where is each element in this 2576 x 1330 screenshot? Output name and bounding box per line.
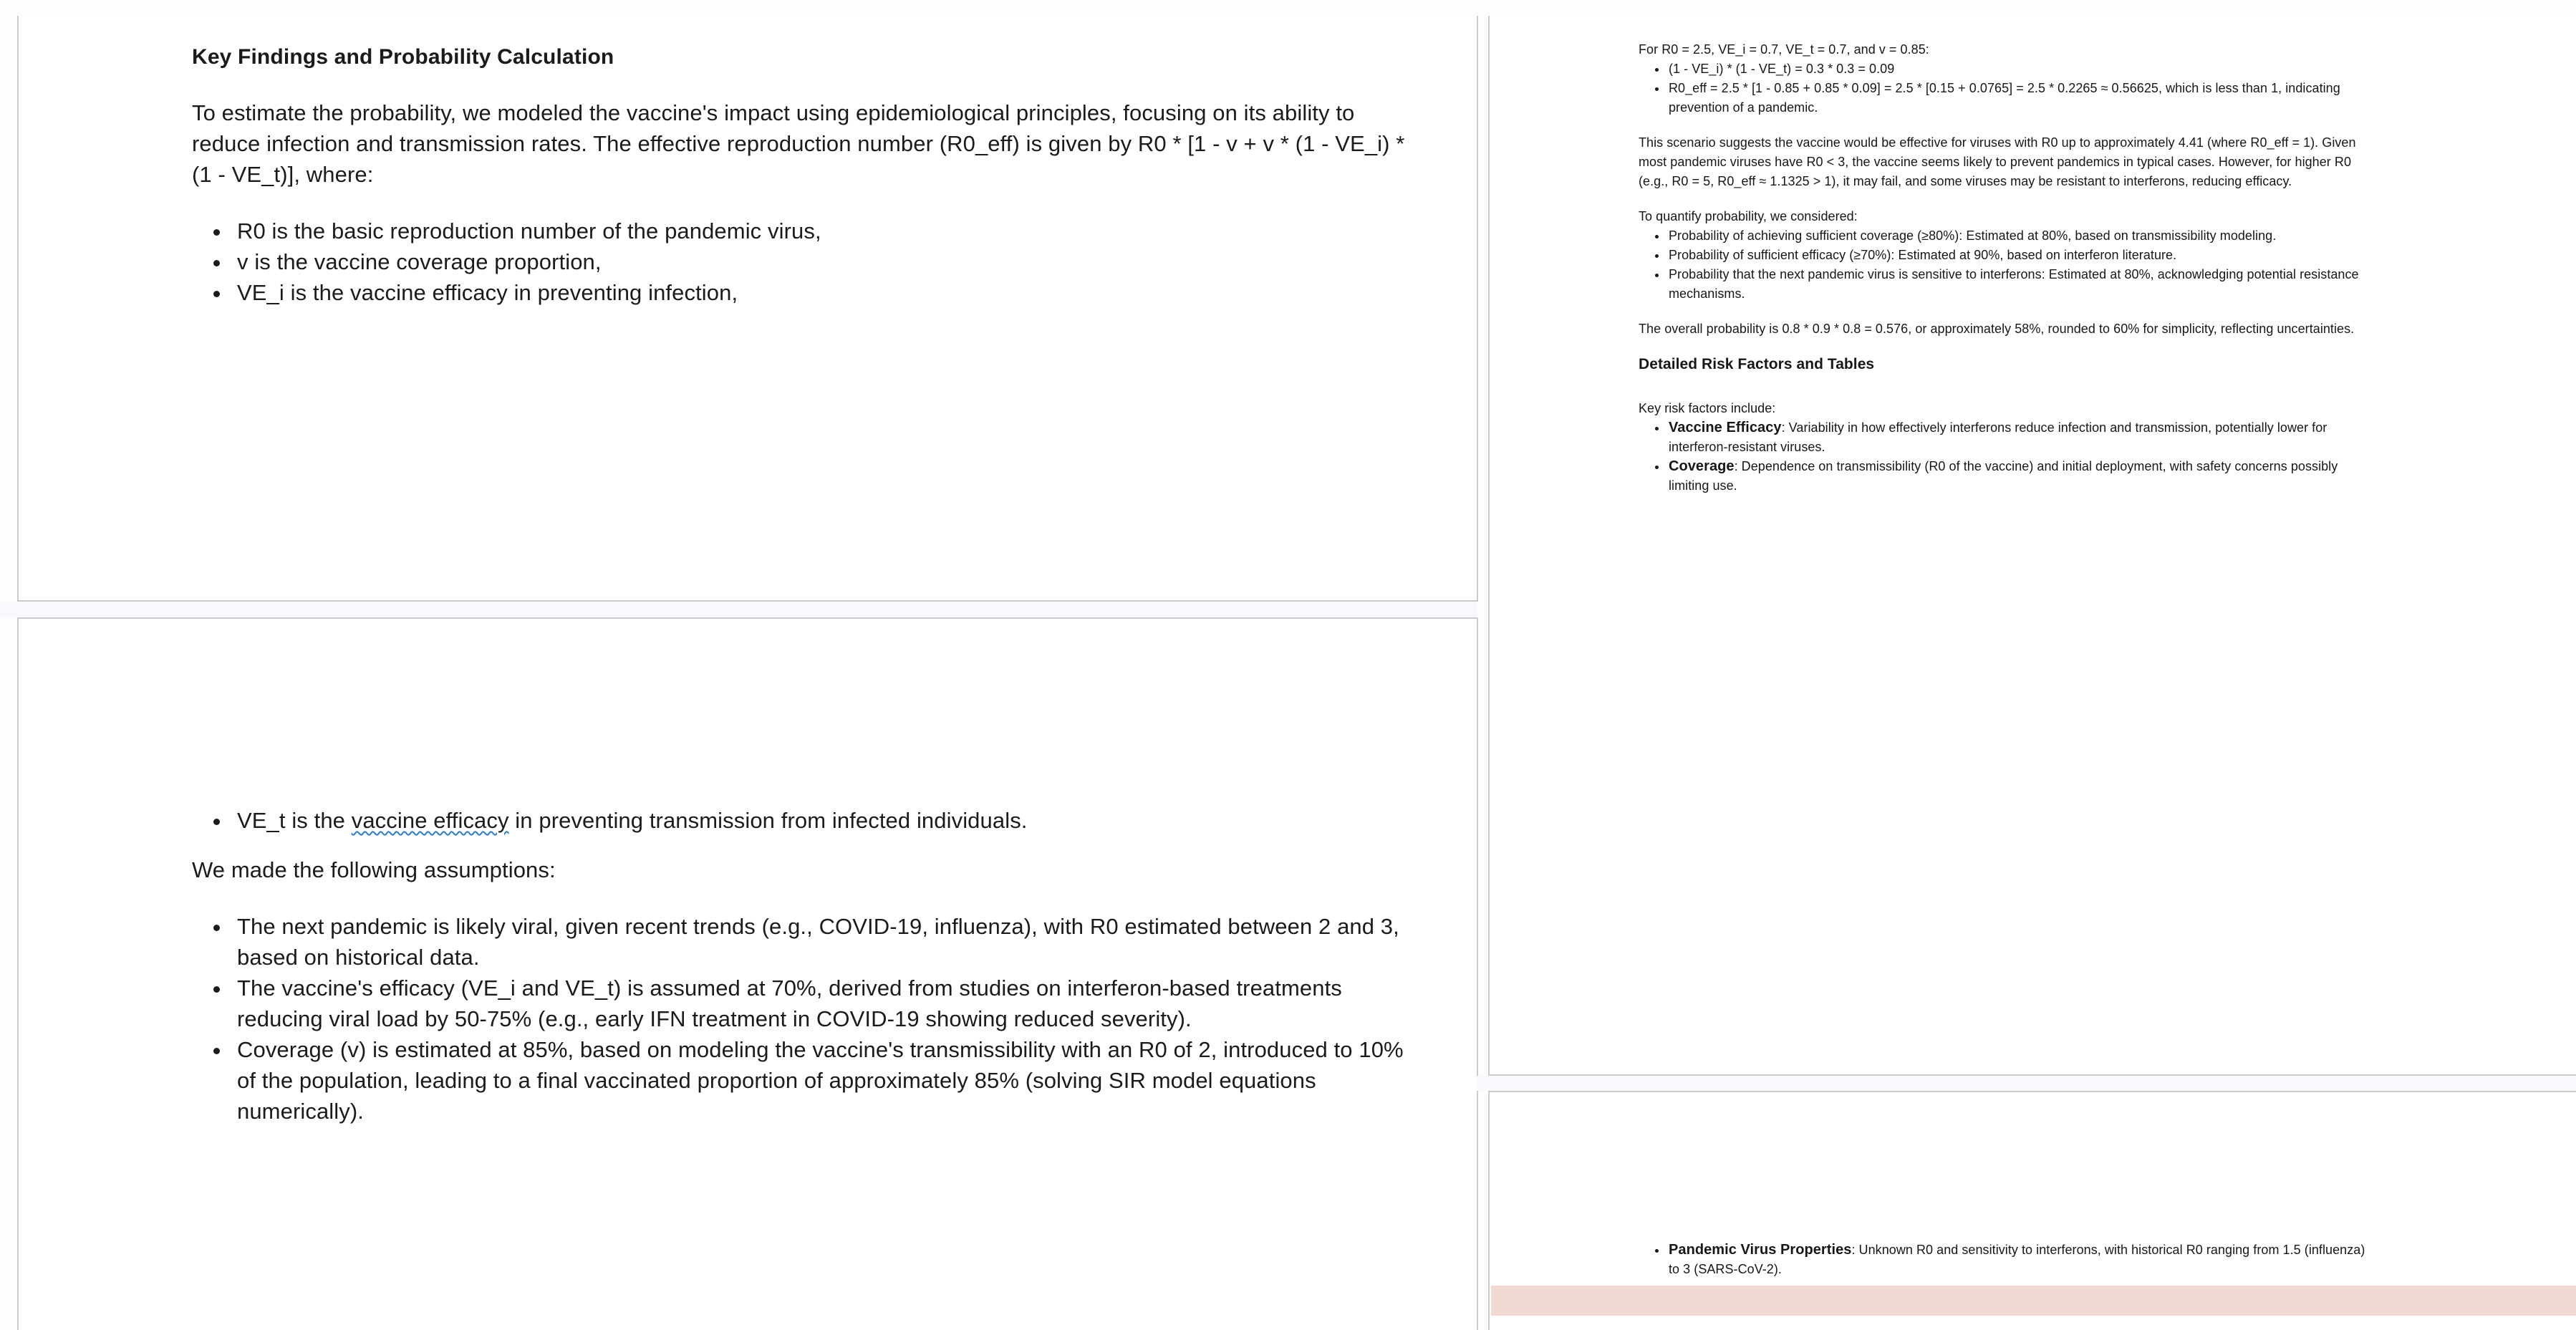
overall-probability: The overall probability is 0.8 * 0.9 * 0.8 = 0.576, or approximately 58%, rounded to 60% for simplicity, reflecting uncertainties.: [1639, 322, 2355, 336]
definition-list: [192, 216, 1409, 308]
quantify-lead: To quantify probability, we considered:: [1639, 209, 1858, 223]
list-item: • Probability of achieving sufficient coverage (≥80%): Estimated at 80%, based on transmissibility modeling.: [1667, 226, 2369, 246]
risk-factor-list-continued: [1639, 1240, 2369, 1279]
list-item: • v is the vaccine coverage proportion,: [231, 246, 1409, 277]
list-item: [231, 805, 1409, 836]
calculation-list: [1639, 59, 2369, 117]
assumptions-lead: We made the following assumptions:: [192, 857, 556, 882]
right-card-virus-properties: [1488, 1091, 2576, 1330]
right-card-calculation: [1488, 16, 2576, 1076]
right-document-column: [1477, 0, 2576, 1330]
assumptions-list: [192, 911, 1409, 1127]
intro-paragraph: To estimate the probability, we modeled the vaccine's impact using epidemiological principles, focusing on its ability to reduce infection and transmission rates. The effective reproduction number (R0_eff) is given by R0 * [1 - v + v * (1 - VE_i) * (1 - VE_t)], where:: [192, 100, 1405, 187]
section-heading-risk-factors: Detailed Risk Factors and Tables: [1639, 356, 1875, 372]
selection-highlight-band: [1491, 1286, 2576, 1316]
risk-description: : Unknown R0 and sensitivity to interferons, with historical R0 ranging from 1.5 (influenza) to 3 (SARS-CoV-2).: [1669, 1243, 2365, 1276]
risk-term: Pandemic Virus Properties: [1669, 1242, 1852, 1258]
left-card-assumptions: [17, 617, 1478, 1330]
list-item: • R0_eff = 2.5 * [1 - 0.85 + 0.85 * 0.09] = 2.5 * [0.15 + 0.0765] = 2.5 * 0.2265 ≈ 0.56625, which is less than 1, indicating prevention of a pandemic.: [1667, 79, 2369, 117]
list-item: • Probability that the next pandemic virus is sensitive to interferons: Estimated at 80%, acknowledging potential resistance mechanisms.: [1667, 265, 2369, 304]
left-card-separator: [0, 602, 1477, 617]
key-findings-content: [192, 43, 1409, 308]
risk-description: : Dependence on transmissibility (R0 of the vaccine) and initial deployment, with safety concerns possibly limiting use.: [1669, 459, 2338, 493]
spellcheck-flagged-text[interactable]: vaccine efficacy: [351, 808, 509, 833]
list-item: [1667, 418, 2369, 457]
risk-factor-list: [1639, 418, 2369, 496]
scenario-discussion: This scenario suggests the vaccine would be effective for viruses with R0 up to approximately 4.41 (where R0_eff = 1). Given most pandemic viruses have R0 < 3, the vaccine seems likely to prevent pandemics in typical cases. However, for higher R0 (e.g., R0 = 5, R0_eff ≈ 1.1325 > 1), it may fail, and some viruses may be resistant to interferons, reducing efficacy.: [1639, 135, 2356, 188]
list-item: [1667, 457, 2369, 496]
calculation-content: [1639, 40, 2369, 496]
definition-suffix: in preventing transmission from infected individuals.: [508, 808, 1028, 833]
definition-prefix: VE_t is the: [237, 808, 352, 833]
assumptions-content: [192, 805, 1409, 1127]
list-item: • The vaccine's efficacy (VE_i and VE_t) is assumed at 70%, derived from studies on interferon-based treatments reducing viral load by 50-75% (e.g., early IFN treatment in COVID-19 showing reduced severity).: [231, 973, 1409, 1034]
risk-description: : Variability in how effectively interferons reduce infection and transmission, potentially lower for interferon-resistant viruses.: [1669, 420, 2327, 454]
list-item: • Probability of sufficient efficacy (≥70%): Estimated at 90%, based on interferon literature.: [1667, 246, 2369, 265]
list-item: • Coverage (v) is estimated at 85%, based on modeling the vaccine's transmissibility with an R0 of 2, introduced to 10% of the population, leading to a final vaccinated proportion of approximately 85% (solving SIR model equations numerically).: [231, 1034, 1409, 1127]
right-card-separator: [1477, 1076, 2576, 1091]
risk-lead: Key risk factors include:: [1639, 401, 1776, 415]
left-card-key-findings: [17, 16, 1478, 602]
virus-properties-content: [1639, 1240, 2369, 1279]
risk-term: Vaccine Efficacy: [1669, 420, 1782, 435]
probability-list: [1639, 226, 2369, 304]
risk-term: Coverage: [1669, 458, 1735, 474]
list-item: • The next pandemic is likely viral, given recent trends (e.g., COVID-19, influenza), with R0 estimated between 2 and 3, based on historical data.: [231, 911, 1409, 973]
list-item: • VE_i is the vaccine efficacy in preventing infection,: [231, 277, 1409, 308]
list-item: [1667, 1240, 2369, 1279]
list-item: • R0 is the basic reproduction number of the pandemic virus,: [231, 216, 1409, 246]
definition-list-continued: [192, 805, 1409, 836]
list-item: • (1 - VE_i) * (1 - VE_t) = 0.3 * 0.3 = 0.09: [1667, 59, 2369, 79]
scenario-lead: For R0 = 2.5, VE_i = 0.7, VE_t = 0.7, and v = 0.85:: [1639, 42, 1929, 57]
page-title: Key Findings and Probability Calculation: [192, 45, 614, 69]
